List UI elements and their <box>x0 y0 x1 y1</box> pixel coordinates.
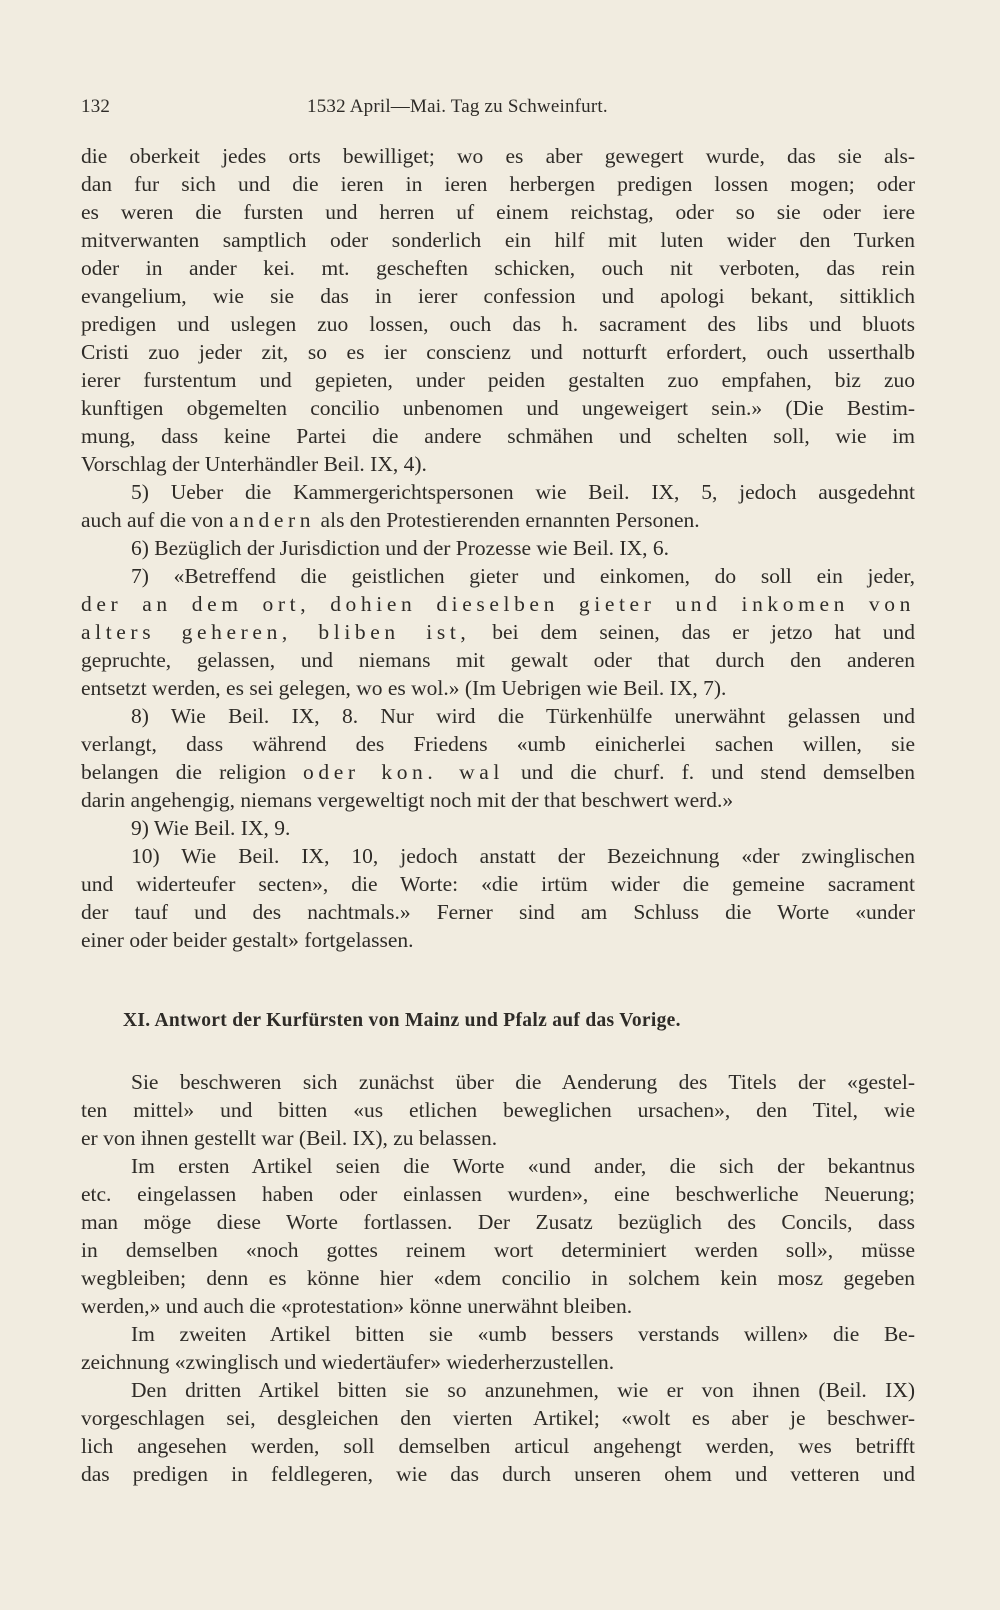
paragraph-article-1 <box>81 1152 915 1320</box>
text-line: Im ersten Artikel seien die Worte «und ander, die sich der bekantnus <box>131 1154 915 1178</box>
text-line: 9) Wie Beil. IX, 9. <box>131 816 291 840</box>
text-line: und widerteufer secten», die Worte: «die irtüm wider die gemeine sacrament <box>81 872 915 896</box>
text-line: 7) «Betreffend die geistlichen gieter und einkomen, do soll ein jeder, <box>131 564 915 588</box>
text-line: der tauf und des nachtmals.» Ferner sind am Schluss die Worte «under <box>81 900 915 924</box>
text-line: Sie beschweren sich zunächst über die Aenderung des Titels der «gestel- <box>131 1070 915 1094</box>
paragraph-item-10 <box>81 842 915 954</box>
text-line: wegbleiben; denn es könne hier «dem concilio in solchem kein mosz gegeben <box>81 1266 915 1290</box>
text-line: das predigen in feldlegeren, wie das durch unseren ohem und vetteren und <box>81 1462 915 1486</box>
text-line: oder in ander kei. mt. gescheften schicken, ouch nit verboten, das rein <box>81 256 915 280</box>
text-run: als den Protestierenden ernannten Personen. <box>315 508 700 532</box>
text-line: 5) Ueber die Kammergerichtspersonen wie Beil. IX, 5, jedoch ausgedehnt <box>131 480 915 504</box>
page-number: 132 <box>81 96 111 117</box>
text-line: Im zweiten Artikel bitten sie «umb bessers verstands willen» die Be- <box>131 1322 915 1346</box>
paragraph-article-2 <box>81 1320 915 1376</box>
text-line: es weren die fursten und herren uf einem reichstag, oder so sie oder iere <box>81 200 915 224</box>
paragraph-item-6 <box>81 534 915 562</box>
text-line: predigen und uslegen zuo lossen, ouch das h. sacrament des libs und bluots <box>81 312 915 336</box>
text-line: etc. eingelassen haben oder einlassen wurden», eine beschwerliche Neuerung; <box>81 1182 915 1206</box>
section-spacer <box>81 954 915 1004</box>
text-line: einer oder beider gestalt» fortgelassen. <box>81 928 414 952</box>
text-line: vorgeschlagen sei, desgleichen den vierten Artikel; «wolt es aber je beschwer- <box>81 1406 915 1430</box>
running-title: 1532 April—Mai. Tag zu Schweinfurt. <box>307 96 608 117</box>
page-body <box>81 142 915 1488</box>
text-line <box>81 506 915 534</box>
text-line: verlangt, dass während des Friedens «umb einicherlei sachen willen, sie <box>81 732 915 756</box>
text-line: gepruchte, gelassen, und niemans mit gewalt oder that durch den anderen <box>81 648 915 672</box>
text-line: mung, dass keine Partei die andere schmähen und schelten soll, wie im <box>81 424 915 448</box>
text-line: 8) Wie Beil. IX, 8. Nur wird die Türkenhülfe unerwähnt gelassen und <box>131 704 915 728</box>
text-line: die oberkeit jedes orts bewilliget; wo es aber gewegert wurde, das sie als- <box>81 144 915 168</box>
text-line <box>81 758 915 786</box>
spaced-emphasis: andern <box>229 508 316 532</box>
text-line: werden,» und auch die «protestation» könne unerwähnt bleiben. <box>81 1294 633 1318</box>
spaced-emphasis: alters geheren, bliben ist, <box>81 620 471 644</box>
text-line: ierer furstentum und gepieten, under peiden gestalten zuo empfahen, biz zuo <box>81 368 915 392</box>
text-line: zeichnung «zwinglisch und wiedertäufer» wiederherzustellen. <box>81 1350 615 1374</box>
spaced-emphasis: der an dem ort, dohien dieselben gieter und inkomen von <box>81 592 915 616</box>
text-line: lich angesehen werden, soll demselben articul angehengt werden, wes betrifft <box>81 1434 915 1458</box>
text-line: entsetzt werden, es sei gelegen, wo es wol.» (Im Uebrigen wie Beil. IX, 7). <box>81 676 727 700</box>
running-header <box>81 96 915 128</box>
spaced-emphasis: oder kon. wal <box>303 760 504 784</box>
text-line: kunftigen obgemelten concilio unbenomen und ungeweigert sein.» (Die Bestim- <box>81 396 915 420</box>
text-line: Den dritten Artikel bitten sie so anzunehmen, wie er von ihnen (Beil. IX) <box>131 1378 915 1402</box>
text-line: Vorschlag der Unterhändler Beil. IX, 4). <box>81 452 427 476</box>
paragraph-continued <box>81 142 915 478</box>
text-line: er von ihnen gestellt war (Beil. IX), zu belassen. <box>81 1126 498 1150</box>
paragraph-title <box>81 1068 915 1152</box>
text-line: dan fur sich und die ieren in ieren herbergen predigen lossen mogen; oder <box>81 172 915 196</box>
text-run: und die churf. f. und stend demselben <box>503 760 915 784</box>
text-run: belangen die religion <box>81 760 304 784</box>
heading-spacer <box>81 1038 915 1068</box>
text-line: evangelium, wie sie das in ierer confession und apologi bekant, sittiklich <box>81 284 915 308</box>
text-line: Cristi zuo jeder zit, so es ier conscienz und notturft erfordert, ouch usserthalb <box>81 340 915 364</box>
paragraph-item-8 <box>81 702 915 814</box>
paragraph-item-9 <box>81 814 915 842</box>
text-line: man möge diese Worte fortlassen. Der Zusatz bezüglich des Concils, dass <box>81 1210 915 1234</box>
text-line: ten mittel» und bitten «us etlichen beweglichen ursachen», den Titel, wie <box>81 1098 915 1122</box>
text-line: 10) Wie Beil. IX, 10, jedoch anstatt der Bezeichnung «der zwinglischen <box>131 844 915 868</box>
text-run: auch auf die von <box>81 508 230 532</box>
paragraph-item-7 <box>81 562 915 702</box>
text-line: 6) Bezüglich der Jurisdiction und der Prozesse wie Beil. IX, 6. <box>131 536 669 560</box>
text-line: in demselben «noch gottes reinem wort determiniert werden soll», müsse <box>81 1238 915 1262</box>
text-line: mitverwanten samptlich oder sonderlich ein hilf mit luten wider den Turken <box>81 228 915 252</box>
section-heading: XI. Antwort der Kurfürsten von Mainz und Pfalz auf das Vorige. <box>123 1010 681 1031</box>
paragraph-item-5 <box>81 478 915 534</box>
text-run: bei dem seinen, das er jetzo hat und <box>470 620 915 644</box>
paragraph-article-3-4 <box>81 1376 915 1488</box>
text-line <box>81 618 915 646</box>
text-line: darin angehengig, niemans vergeweltigt noch mit der that beschwert werd.» <box>81 788 734 812</box>
